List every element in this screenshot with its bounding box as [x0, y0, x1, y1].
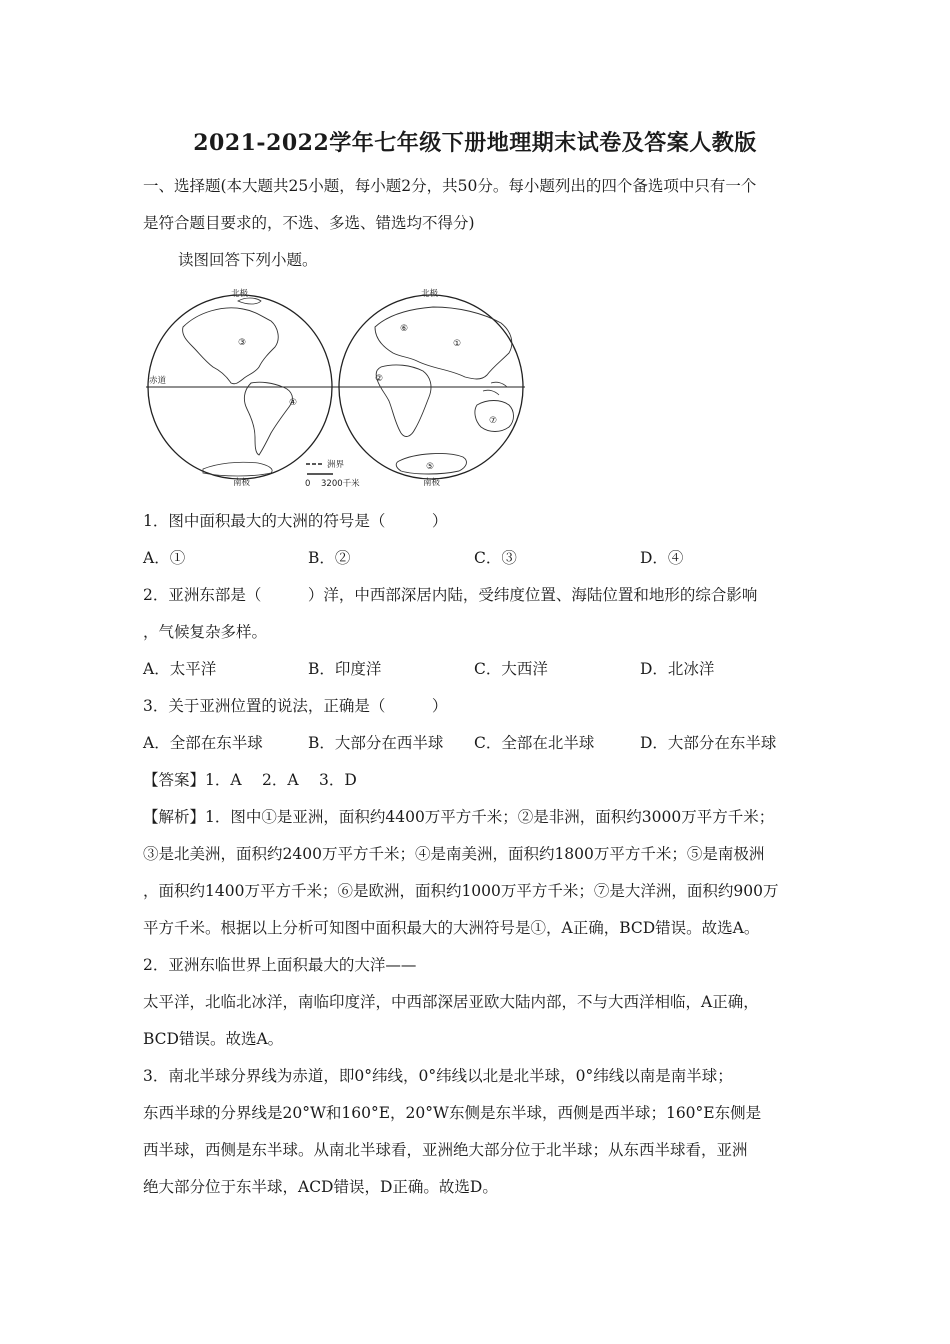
analysis-line-2: ③是北美洲，面积约2400万平方千米；④是南美洲，面积约1800万平方千米；⑤是南极洲	[143, 845, 765, 863]
south-america-outline	[244, 382, 292, 455]
instruction: 读图回答下列小题。	[178, 251, 318, 269]
q2-option-a: A．太平洋	[143, 660, 217, 678]
question-1: 1．图中面积最大的大洲的符号是（ ）	[143, 512, 448, 530]
analysis-line-5: 2．亚洲东临世界上面积最大的大洋——	[143, 956, 417, 974]
question-2-line-1: 2．亚洲东部是（ ）洋，中西部深居内陆，受纬度位置、海陆位置和地形的综合影响	[143, 586, 758, 604]
eurasia-outline	[375, 307, 512, 379]
world-map-figure	[143, 287, 543, 492]
section-header-line-1: 一、选择题(本大题共25小题，每小题2分，共50分。每小题列出的四个备选项中只有一个	[143, 177, 757, 195]
marker-5: ⑤	[426, 462, 435, 472]
analysis-line-11: 绝大部分位于东半球，ACD错误，D正确。故选D。	[143, 1178, 498, 1196]
question-3: 3．关于亚洲位置的说法，正确是（ ）	[143, 697, 448, 715]
analysis-line-3: ，面积约1400万平方千米；⑥是欧洲，面积约1000万平方千米；⑦是大洋洲，面积约900万	[143, 882, 779, 900]
q1-option-b: B．②	[308, 549, 351, 567]
marker-7: ⑦	[489, 416, 498, 426]
q2-option-d: D．北冰洋	[640, 660, 715, 678]
answer-line: 【答案】1．A 2．A 3．D	[143, 771, 357, 789]
analysis-line-10: 西半球，西侧是东半球。从南北半球看，亚洲绝大部分位于北半球；从东西半球看，亚洲	[143, 1141, 748, 1159]
analysis-line-9: 东西半球的分界线是20°W和160°E，20°W东侧是东半球，西侧是西半球；160°E东侧是	[143, 1104, 762, 1122]
marker-3: ③	[238, 338, 247, 348]
q1-option-a: A．①	[143, 549, 186, 567]
scale-distance: 3200千米	[321, 479, 360, 489]
q2-option-c: C．大西洋	[474, 660, 548, 678]
q3-option-b: B．大部分在西半球	[308, 734, 444, 752]
north-america-outline	[183, 308, 279, 384]
legend-boundary: 洲界	[327, 460, 345, 470]
question-2-line-2: ，气候复杂多样。	[143, 623, 268, 641]
south-pole-label-west: 南极	[233, 478, 251, 488]
analysis-line-7: BCD错误。故选A。	[143, 1030, 284, 1048]
analysis-line-6: 太平洋，北临北冰洋，南临印度洋，中西部深居亚欧大陆内部，不与大西洋相临，A正确，	[143, 993, 759, 1011]
q1-option-d: D．④	[640, 549, 684, 567]
analysis-line-4: 平方千米。根据以上分析可知图中面积最大的大洲符号是①，A正确，BCD错误。故选A。	[143, 919, 760, 937]
north-pole-label-west: 北极	[231, 289, 249, 299]
q3-option-a: A．全部在东半球	[143, 734, 263, 752]
scale-zero: 0	[305, 479, 311, 489]
north-pole-label-east: 北极	[421, 289, 439, 299]
q3-option-c: C．全部在北半球	[474, 734, 595, 752]
marker-1: ①	[453, 339, 462, 349]
q1-option-c: C．③	[474, 549, 517, 567]
marker-6: ⑥	[400, 324, 409, 334]
q3-option-d: D．大部分在东半球	[640, 734, 777, 752]
south-pole-label-east: 南极	[423, 478, 441, 488]
page-title: 2021-2022学年七年级下册地理期末试卷及答案人教版	[193, 130, 757, 156]
equator-label: 赤道	[149, 376, 167, 386]
analysis-line-8: 3．南北半球分界线为赤道，即0°纬线，0°纬线以北是北半球，0°纬线以南是南半球；	[143, 1067, 733, 1085]
q2-option-b: B．印度洋	[308, 660, 382, 678]
africa-outline	[376, 365, 431, 437]
analysis-line-1: 【解析】1．图中①是亚洲，面积约4400万平方千米；②是非洲，面积约3000万平方千米；	[143, 808, 775, 826]
section-header-line-2: 是符合题目要求的，不选、多选、错选均不得分)	[143, 214, 475, 232]
marker-2: ②	[375, 374, 384, 384]
marker-4: ④	[289, 398, 298, 408]
